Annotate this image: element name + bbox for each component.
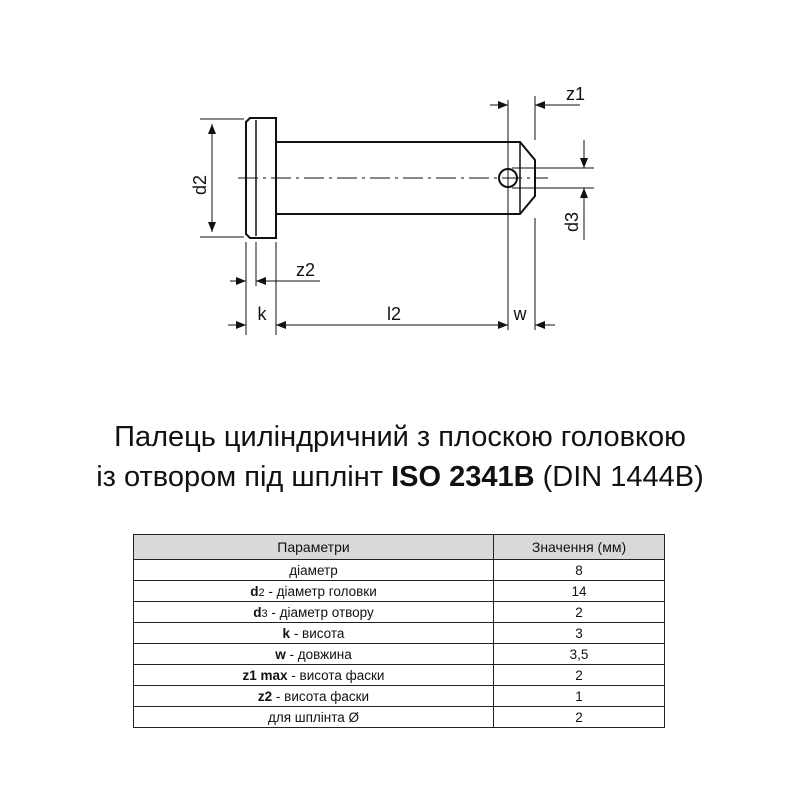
table-row — [134, 686, 665, 707]
parameter-cell — [134, 707, 494, 728]
parameter-cell — [134, 560, 494, 581]
value-cell: 2 — [494, 665, 665, 686]
table-row — [134, 665, 665, 686]
title-prefix: із отвором під шплінт — [96, 461, 392, 493]
parameter-cell — [134, 644, 494, 665]
parameter-symbol: z2 — [257, 688, 273, 704]
parameter-cell — [134, 602, 494, 623]
value-cell: 1 — [494, 686, 665, 707]
label-w: w — [513, 304, 527, 324]
parameter-cell — [134, 686, 494, 707]
table-row — [134, 602, 665, 623]
value-cell: 14 — [494, 581, 665, 602]
parameter-cell — [134, 623, 494, 644]
parameter-symbol: k — [282, 625, 291, 641]
table-row — [134, 707, 665, 728]
parameter-subscript: 2 — [258, 586, 265, 599]
value-cell: 2 — [494, 707, 665, 728]
header-values: Значення (мм) — [494, 535, 665, 560]
label-l2: l2 — [386, 304, 402, 324]
parameter-description: - висота фаски — [272, 688, 370, 704]
header-parameters: Параметри — [134, 535, 494, 560]
label-z1: z1 — [566, 84, 586, 104]
table-header-row — [134, 535, 665, 560]
parameter-description: для шплінта Ø — [267, 709, 360, 725]
page-title-line1: Палець циліндричний з плоскою головкою — [114, 421, 686, 453]
label-z2: z2 — [296, 260, 316, 280]
label-d2: d2 — [190, 174, 210, 196]
parameter-symbol: z1 max — [242, 667, 288, 683]
value-cell: 3,5 — [494, 644, 665, 665]
parameter-description: - діаметр отвору — [267, 604, 374, 620]
title-standard: ISO 2341B — [391, 461, 535, 493]
parameter-description: - довжина — [285, 646, 352, 662]
pin-technical-drawing — [0, 0, 800, 360]
parameter-description: - висота фаски — [287, 667, 385, 683]
label-k: k — [257, 304, 267, 324]
table-row — [134, 623, 665, 644]
parameter-cell — [134, 665, 494, 686]
value-cell: 8 — [494, 560, 665, 581]
title-suffix: (DIN 1444B) — [534, 461, 704, 493]
table-row — [134, 644, 665, 665]
table-row — [134, 560, 665, 581]
value-cell: 3 — [494, 623, 665, 644]
page-title-line2 — [0, 458, 800, 496]
parameter-subscript: 3 — [261, 607, 268, 620]
label-d3: d3 — [562, 211, 582, 233]
parameter-cell — [134, 581, 494, 602]
parameter-symbol: d — [250, 583, 259, 599]
parameter-description: діаметр — [289, 562, 338, 578]
parameter-symbol: w — [275, 646, 286, 662]
table-row — [134, 581, 665, 602]
parameter-description: - висота — [290, 625, 345, 641]
value-cell: 2 — [494, 602, 665, 623]
parameter-symbol: d — [253, 604, 262, 620]
parameter-description: - діаметр головки — [264, 583, 377, 599]
parameters-table — [133, 534, 665, 728]
